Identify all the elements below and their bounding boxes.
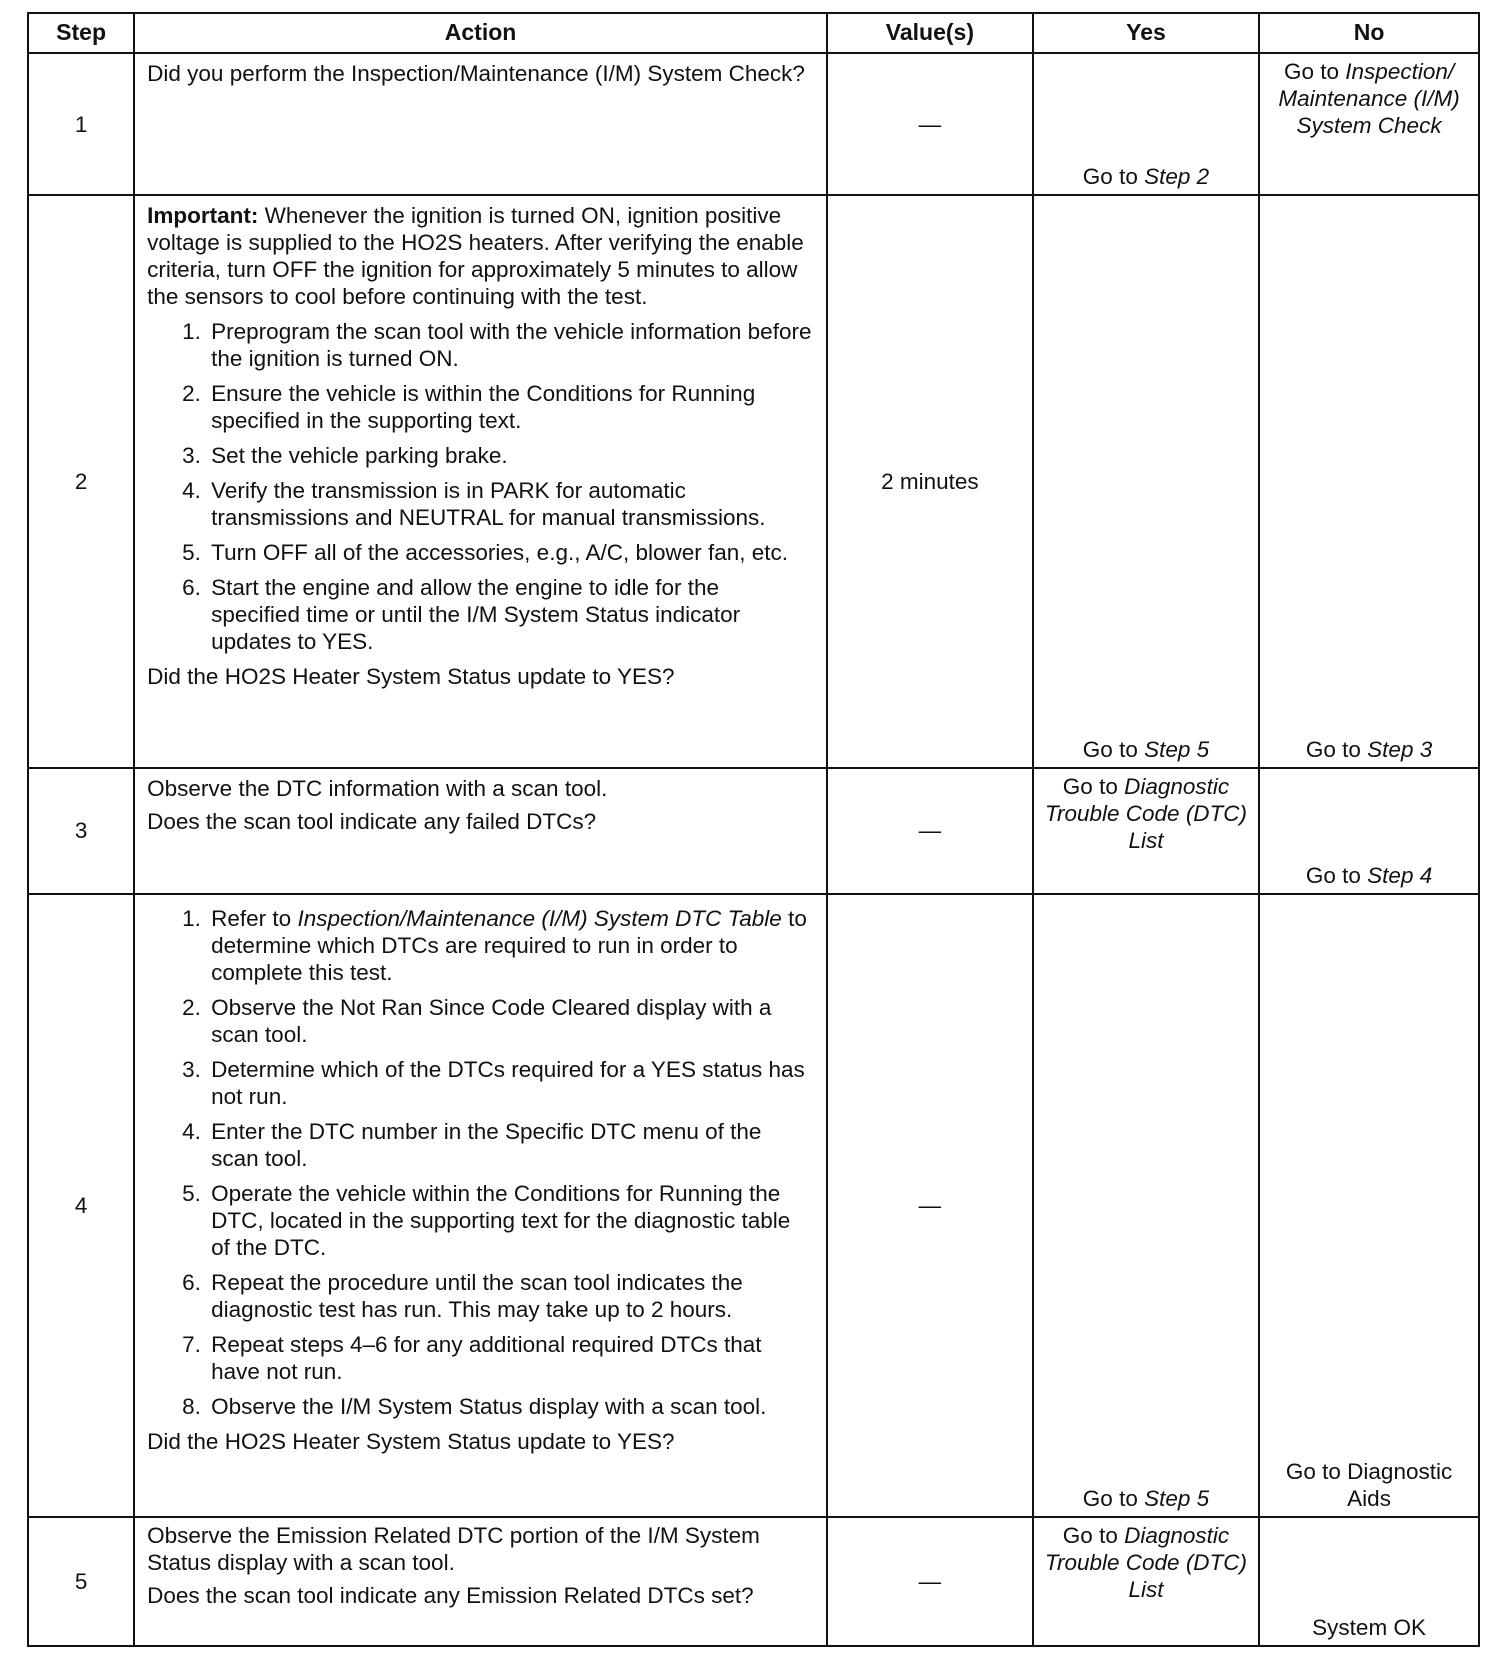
- header-step: Step: [28, 13, 134, 53]
- header-yes: Yes: [1033, 13, 1259, 53]
- value-cell: —: [827, 53, 1033, 195]
- table-row: [28, 894, 1479, 1517]
- yes-cell: [1033, 53, 1259, 195]
- yes-result: Go to Step 5: [1082, 736, 1210, 762]
- no-result: Go to Inspection/ Maintenance (I/M) System Check: [1278, 59, 1460, 138]
- action-cell: [134, 894, 827, 1517]
- list-item: 4. Verify the transmission is in PARK for automatic transmissions and NEUTRAL for manual transmissions.: [207, 477, 814, 531]
- procedure-list: [147, 318, 814, 655]
- action-cell: [134, 768, 827, 895]
- list-item: 6. Repeat the procedure until the scan tool indicates the diagnostic test has run. This may take up to 2 hours.: [207, 1269, 814, 1323]
- action-text: Observe the DTC information with a scan tool.: [147, 775, 608, 801]
- action-cell: [134, 195, 827, 768]
- step-number: 1: [28, 53, 134, 195]
- yes-result: Go to Step 2: [1082, 164, 1210, 190]
- no-cell: [1259, 768, 1479, 895]
- action-question: Did the HO2S Heater System Status update to YES?: [147, 1429, 675, 1455]
- list-item: 6. Start the engine and allow the engine to idle for the specified time or until the I/M System Status indicator updates to YES.: [207, 574, 814, 655]
- no-link: Inspection/ Maintenance (I/M) System Check: [1278, 59, 1460, 138]
- table-row: [28, 53, 1479, 195]
- no-result: Go to Step 4: [1305, 863, 1433, 889]
- action-cell: [134, 1517, 827, 1646]
- procedure-list: [147, 905, 814, 1420]
- table-row: [28, 195, 1479, 768]
- list-item: 2. Observe the Not Ran Since Code Cleared display with a scan tool.: [207, 994, 814, 1048]
- list-item: 5. Turn OFF all of the accessories, e.g., A/C, blower fan, etc.: [207, 539, 814, 566]
- no-cell: [1259, 195, 1479, 768]
- value-cell: 2 minutes: [827, 195, 1033, 768]
- important-note: Important: Whenever the ignition is turned ON, ignition positive voltage is supplied to the HO2S heaters. After verifying the enable criteria, turn OFF the ignition for approximately 5 minutes to allow the sensors to cool before continuing with the test.: [147, 203, 804, 310]
- table-row: [28, 768, 1479, 895]
- action-question: Does the scan tool indicate any Emission Related DTCs set?: [147, 1583, 754, 1609]
- value-cell: —: [827, 1517, 1033, 1646]
- header-action: Action: [134, 13, 827, 53]
- list-item: 3. Determine which of the DTCs required for a YES status has not run.: [207, 1056, 814, 1110]
- no-link: Step 3: [1367, 736, 1433, 762]
- step-number: 4: [28, 894, 134, 1517]
- yes-cell: [1033, 1517, 1259, 1646]
- yes-cell: [1033, 195, 1259, 768]
- no-cell: [1259, 894, 1479, 1517]
- list-item: 8. Observe the I/M System Status display with a scan tool.: [207, 1393, 814, 1420]
- list-item: 1. Preprogram the scan tool with the vehicle information before the ignition is turned ON.: [207, 318, 814, 372]
- action-question: Does the scan tool indicate any failed DTCs?: [147, 808, 597, 834]
- yes-result: Go to Diagnostic Trouble Code (DTC) List: [1044, 773, 1248, 853]
- diagnostic-table: [27, 12, 1480, 1647]
- list-item: 4. Enter the DTC number in the Specific DTC menu of the scan tool.: [207, 1118, 814, 1172]
- yes-link: Diagnostic Trouble Code (DTC) List: [1044, 1523, 1248, 1603]
- yes-cell: [1033, 894, 1259, 1517]
- no-result: Go to Step 3: [1305, 736, 1433, 762]
- table-row: [28, 1517, 1479, 1646]
- list-item: 3. Set the vehicle parking brake.: [207, 442, 814, 469]
- header-no: No: [1259, 13, 1479, 53]
- action-text: Observe the Emission Related DTC portion of the I/M System Status display with a scan tool.: [147, 1523, 760, 1576]
- step-number: 2: [28, 195, 134, 768]
- yes-result: Go to Diagnostic Trouble Code (DTC) List: [1044, 1523, 1248, 1603]
- yes-cell: [1033, 768, 1259, 895]
- list-item: 1. Refer to Inspection/Maintenance (I/M) System DTC Table to determine which DTCs are required to run in order to complete this test.: [207, 905, 814, 986]
- action-cell: [134, 53, 827, 195]
- value-cell: —: [827, 894, 1033, 1517]
- no-cell: [1259, 53, 1479, 195]
- header-row: [28, 13, 1479, 53]
- step-number: 5: [28, 1517, 134, 1646]
- header-values: Value(s): [827, 13, 1033, 53]
- yes-link: Step 2: [1144, 164, 1210, 190]
- yes-result: Go to Step 5: [1082, 1486, 1210, 1512]
- no-cell: [1259, 1517, 1479, 1646]
- diagnostic-table-page: [27, 12, 1480, 1647]
- list-item: 7. Repeat steps 4–6 for any additional required DTCs that have not run.: [207, 1331, 814, 1385]
- no-result: System OK: [1312, 1615, 1426, 1640]
- list-item: 5. Operate the vehicle within the Conditions for Running the DTC, located in the supporting text for the diagnostic table of the DTC.: [207, 1180, 814, 1261]
- value-cell: —: [827, 768, 1033, 895]
- action-question: Did you perform the Inspection/Maintenance (I/M) System Check?: [147, 61, 805, 86]
- important-label: Important:: [147, 203, 259, 229]
- step-number: 3: [28, 768, 134, 895]
- yes-link: Step 5: [1144, 1486, 1210, 1512]
- yes-link: Step 5: [1144, 736, 1210, 762]
- list-item: 2. Ensure the vehicle is within the Conditions for Running specified in the supporting text.: [207, 380, 814, 434]
- no-result: Go to Diagnostic Aids: [1285, 1459, 1453, 1512]
- action-question: Did the HO2S Heater System Status update to YES?: [147, 664, 675, 690]
- yes-link: Diagnostic Trouble Code (DTC) List: [1044, 773, 1248, 853]
- no-link: Step 4: [1367, 863, 1433, 889]
- reference-link: Inspection/Maintenance (I/M) System DTC Table: [297, 906, 782, 932]
